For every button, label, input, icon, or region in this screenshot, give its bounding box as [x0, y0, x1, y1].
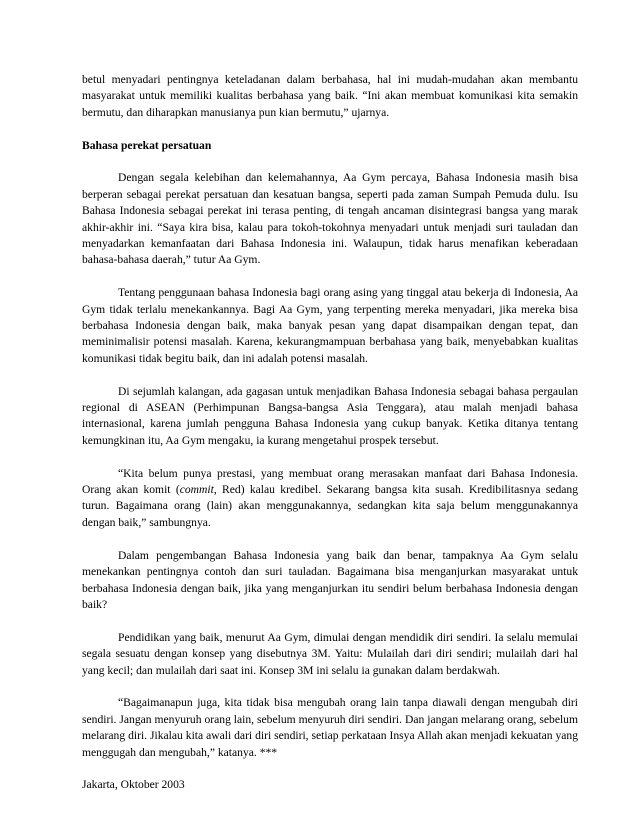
body-paragraph-5: Dalam pengembangan Bahasa Indonesia yang baik dan benar, tampaknya Aa Gym selalu menekankan pentingnya contoh dan suri tauladan. Bagaimana bisa menganjurkan masyarakat untuk berbahasa Indonesia dengan baik, jika yang menganjurkan itu sendiri belum berbahasa Indonesia dengan baik? [82, 548, 578, 611]
body-paragraph-1: Dengan segala kelebihan dan kelemahannya, Aa Gym percaya, Bahasa Indonesia masih bisa berperan sebagai perekat persatuan dan kesatuan bangsa, seperti pada zaman Sumpah Pemuda dulu. Isu Bahasa Indonesia sebagai perekat ini terasa penting, di tengah ancaman disintegrasi bangsa yang marak akhir-akhir ini. “Saya kira bisa, kalau para tokoh-tokohnya menyadari untuk menjadi suri tauladan dan menyadarkan kemanfaatan dari Bahasa Indonesia ini. Walaupun, tidak harus menafikan keberadaan bahasa-bahasa daerah,” tutur Aa Gym. [82, 171, 578, 267]
body-paragraph-6: Pendidikan yang baik, menurut Aa Gym, dimulai dengan mendidik diri sendiri. Ia selalu memulai segala sesuatu dengan konsep yang disebutnya 3M. Yaitu: Mulailah dari diri sendiri; mulailah dari hal yang kecil; dan mulailah dari saat ini. Konsep 3M ini selalu ia gunakan dalam berdakwah. [82, 630, 578, 677]
section-heading: Bahasa perekat persatuan [82, 138, 212, 152]
quote-text-before: “Kita belum punya prestasi, yang membuat orang merasakan manfaat dari Bahasa Indonesia. Orang akan komit ( [82, 466, 578, 497]
body-paragraph-4 [82, 466, 578, 532]
closing-dateline: Jakarta, Oktober 2003 [82, 778, 185, 792]
opening-paragraph: betul menyadari pentingnya keteladanan dalam berbahasa, hal ini mudah-mudahan akan membantu masyarakat untuk memiliki kualitas berbahasa yang baik. “Ini akan membuat komunikasi kita semakin bermutu, dan diharapkan manusianya pun kian bermutu,” ujarnya. [82, 73, 578, 119]
body-paragraph-2: Tentang penggunaan bahasa Indonesia bagi orang asing yang tinggal atau bekerja di Indonesia, Aa Gym tidak terlalu menekankannya. Bagi Aa Gym, yang terpenting mereka menyadari, jika mereka bisa berbahasa Indonesia dengan baik, maka banyak pesan yang dapat disampaikan dengan tepat, dan meminimalisir potensi masalah. Karena, kekurangmampuan berbahasa yang baik, menyebabkan kualitas komunikasi tidak begitu baik, dan ini adalah potensi masalah. [82, 286, 578, 365]
body-paragraph-7: “Bagaimanapun juga, kita tidak bisa mengubah orang lain tanpa diawali dengan mengubah diri sendiri. Jangan menyuruh orang lain, sebelum menyuruh diri sendiri. Dan jangan melarang orang, sebelum melarang diri. Jikalau kita awali dari diri sendiri, setiap perkataan Insya Allah akan menjadi kekuatan yang menggugah dan mengubah,” katanya. *** [82, 696, 578, 759]
body-paragraph-3: Di sejumlah kalangan, ada gagasan untuk menjadikan Bahasa Indonesia sebagai bahasa pergaulan regional di ASEAN (Perhimpunan Bangsa-bangsa Asia Tenggara), atau malah menjadi bahasa internasional, karena jumlah pengguna Bahasa Indonesia yang cukup banyak. Ketika ditanya tentang kemungkinan itu, Aa Gym mengaku, ia kurang mengetahui prospek tersebut. [82, 384, 578, 447]
document-page [82, 72, 578, 794]
quote-text-after: , Red) kalau kredibel. Sekarang bangsa kita susah. Kredibilitasnya sedang turun. Bagaimana orang (lain) akan menggunakannya, sedangkan kita saja belum menggunakannya dengan baik,” sambungnya. [82, 483, 579, 529]
italic-term: commit [179, 483, 214, 497]
